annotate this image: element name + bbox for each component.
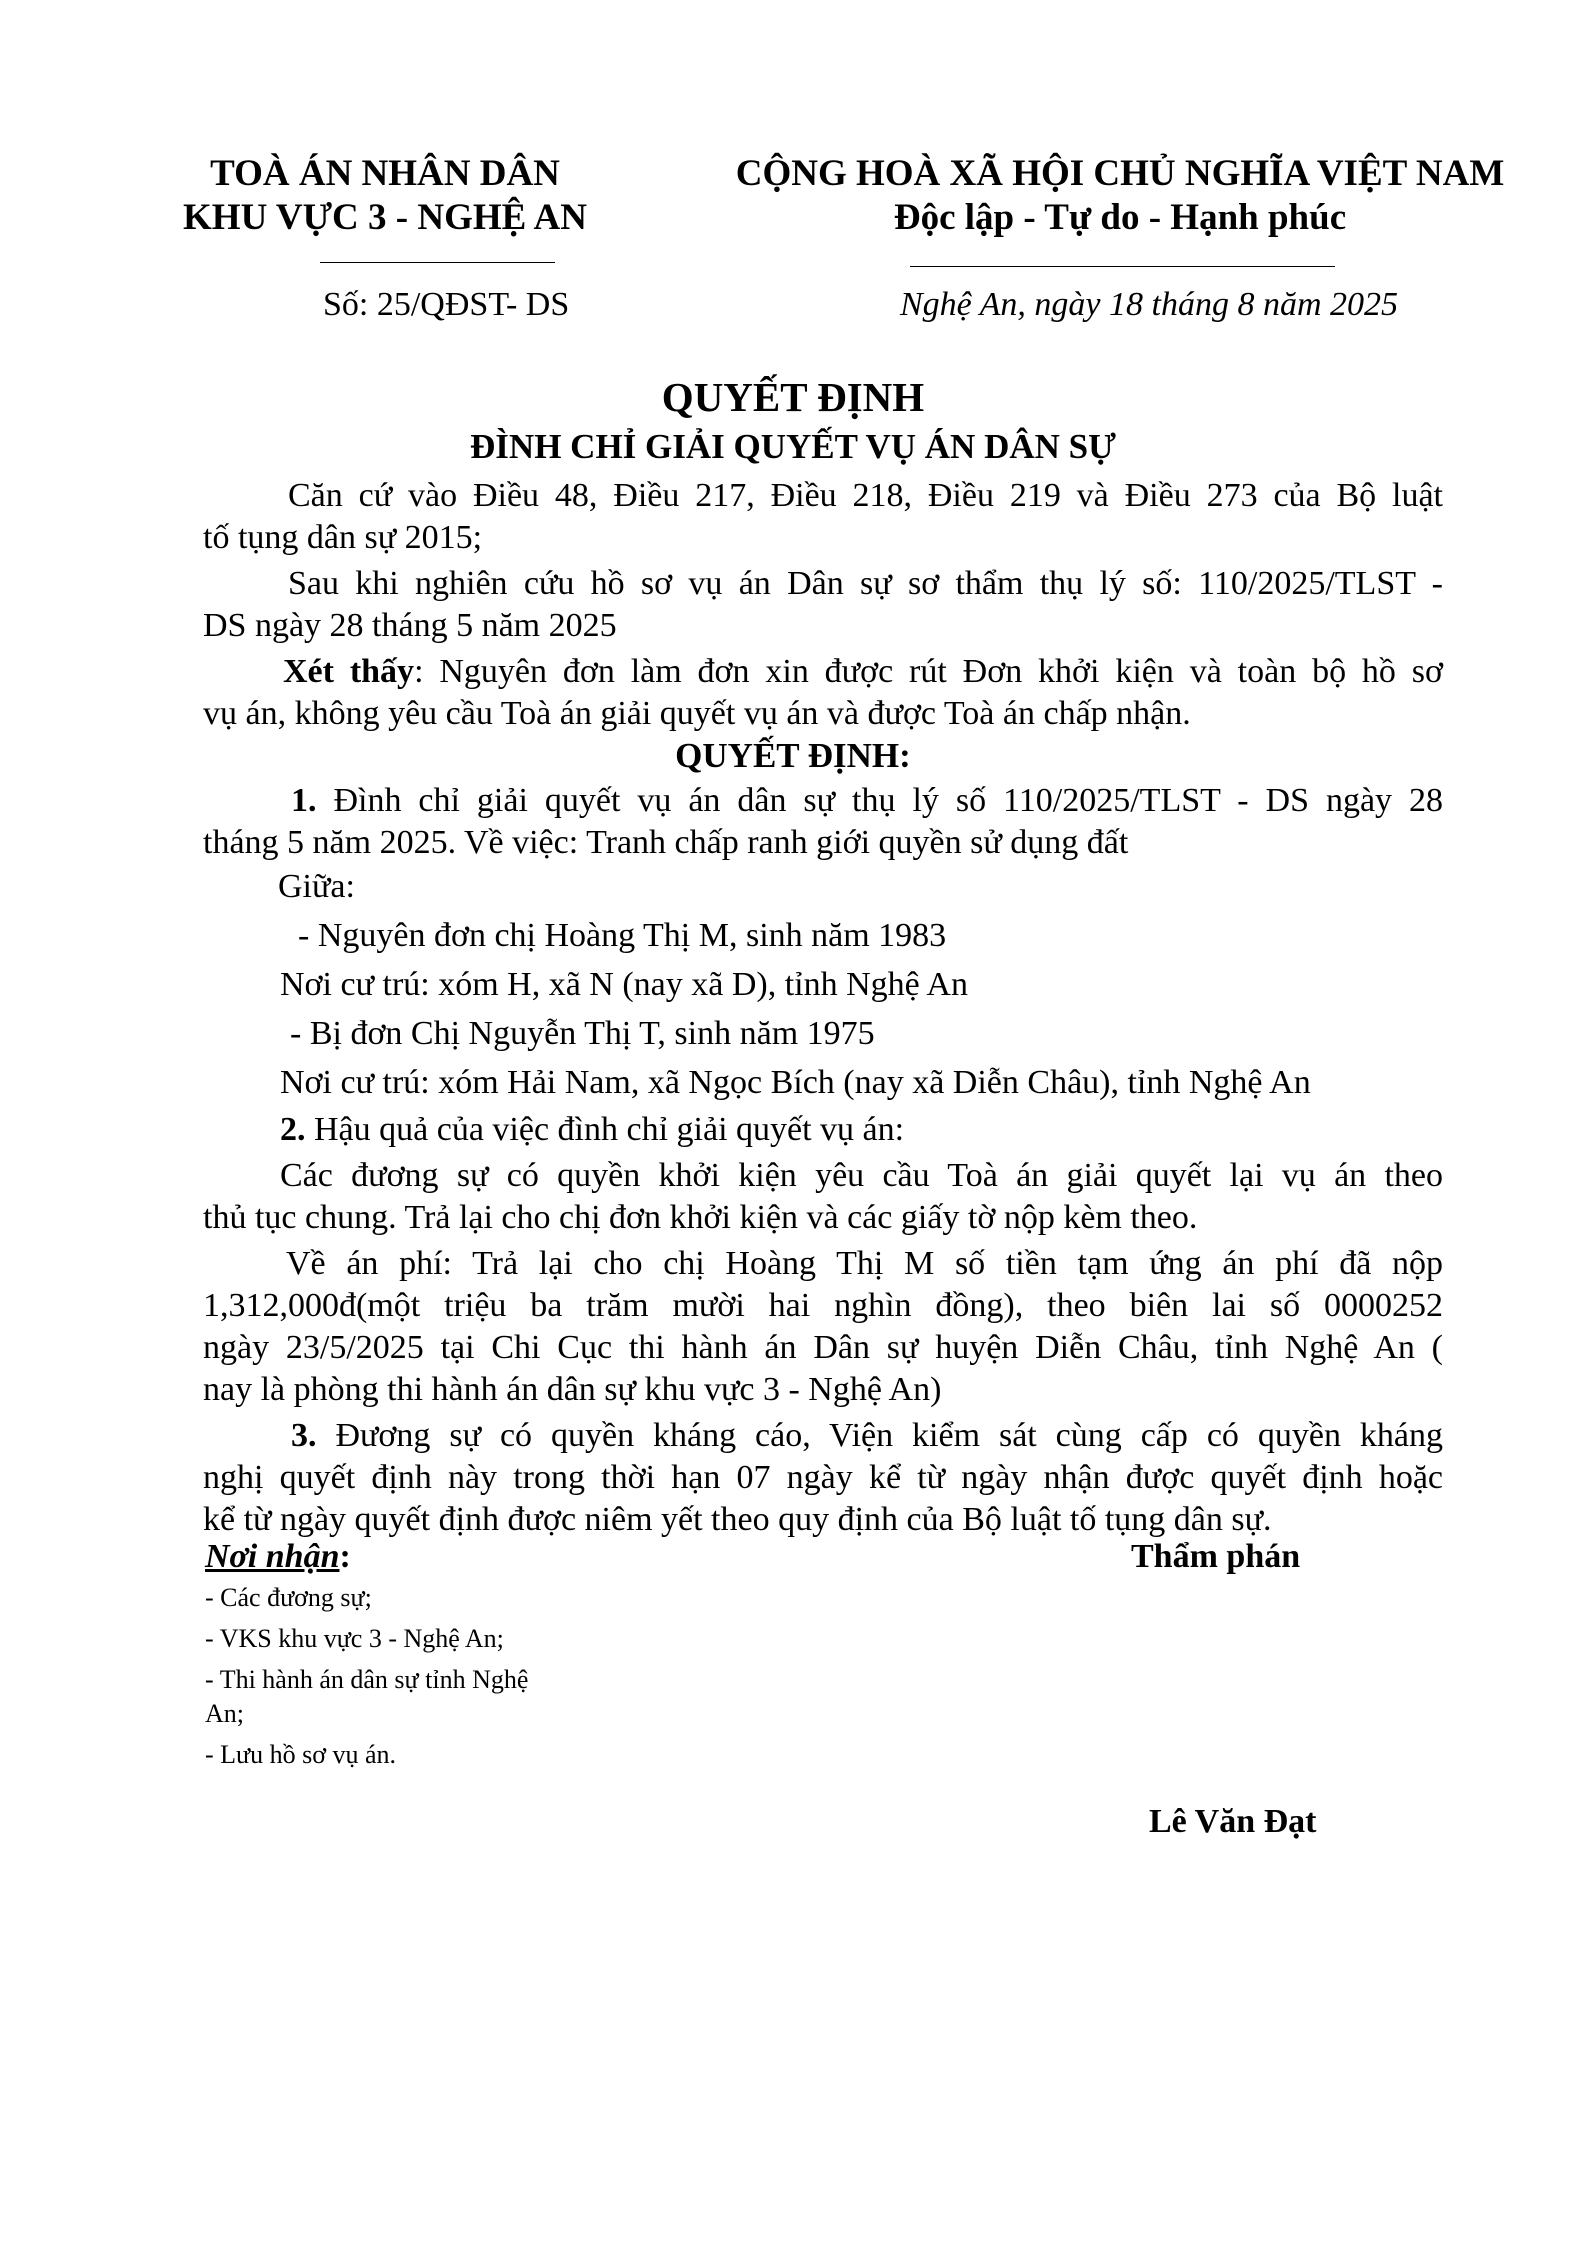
item3-number: 3. xyxy=(291,1417,317,1454)
item3-text: Đương sự có quyền kháng cáo, Viện kiểm sát cùng cấp có quyền kháng xyxy=(316,1417,1443,1454)
court-fee-line2: 1,312,000đ(một triệu ba trăm mười hai nghìn đồng), theo biên lai số 0000252 xyxy=(203,1287,1443,1324)
basis-law-line2: tố tụng dân sự 2015; xyxy=(203,519,483,556)
plaintiff-info: - Nguyên đơn chị Hoàng Thị M, sinh năm 1983 xyxy=(298,917,947,954)
item2-p1-line1: Các đương sự có quyền khởi kiện yêu cầu Toà án giải quyết lại vụ án theo xyxy=(280,1157,1443,1194)
item1-line2: tháng 5 năm 2025. Về việc: Tranh chấp ranh giới quyền sử dụng đất xyxy=(203,824,1129,861)
findings-line1 xyxy=(203,651,1443,693)
findings-line2: vụ án, không yêu cầu Toà án giải quyết vụ án và được Toà án chấp nhận. xyxy=(203,695,1191,732)
item3-line3: kể từ ngày quyết định được niêm yết theo quy định của Bộ luật tố tụng dân sự. xyxy=(203,1501,1272,1538)
plaintiff-address: Nơi cư trú: xóm H, xã N (nay xã D), tỉnh Nghệ An xyxy=(280,966,968,1003)
court-underline xyxy=(320,262,555,263)
court-fee-line4: nay là phòng thi hành án dân sự khu vực 3 - Nghệ An) xyxy=(203,1371,942,1408)
item1-number: 1. xyxy=(291,782,317,819)
nation-motto: Độc lập - Tự do - Hạnh phúc xyxy=(893,197,1347,238)
document-date: Nghệ An, ngày 18 tháng 8 năm 2025 xyxy=(900,286,1399,323)
basis-law-line1: Căn cứ vào Điều 48, Điều 217, Điều 218, Điều 219 và Điều 273 của Bộ luật xyxy=(288,477,1443,514)
judge-name: Lê Văn Đạt xyxy=(1149,1803,1317,1840)
document-title: QUYẾT ĐỊNH xyxy=(661,374,925,420)
findings-text: : Nguyên đơn làm đơn xin được rút Đơn khởi kiện và toàn bộ hồ sơ xyxy=(414,653,1443,690)
recipient-item: - Các đương sự; xyxy=(205,1583,372,1612)
document-number: Số: 25/QĐST- DS xyxy=(323,286,570,323)
basis-case-line1: Sau khi nghiên cứu hồ sơ vụ án Dân sự sơ thẩm thụ lý số: 110/2025/TLST - xyxy=(288,565,1443,602)
document-subtitle: ĐÌNH CHỈ GIẢI QUYẾT VỤ ÁN DÂN SỰ xyxy=(470,427,1116,466)
recipient-item: - Lưu hồ sơ vụ án. xyxy=(205,1740,397,1769)
court-name-line2: KHU VỰC 3 - NGHỆ AN xyxy=(183,197,587,238)
item2-heading xyxy=(203,1109,1520,1151)
nation-title: CỘNG HOÀ XÃ HỘI CHỦ NGHĨA VIỆT NAM xyxy=(735,153,1505,194)
recipient-item: - VKS khu vực 3 - Nghệ An; xyxy=(205,1624,504,1653)
item1-line1 xyxy=(203,780,1443,822)
recipients-label-text: Nơi nhận xyxy=(205,1538,340,1575)
item2-p1-line2: thủ tục chung. Trả lại cho chị đơn khởi kiện và các giấy tờ nộp kèm theo. xyxy=(203,1199,1198,1236)
court-fee-line1: Về án phí: Trả lại cho chị Hoàng Thị M số tiền tạm ứng án phí đã nộp xyxy=(286,1245,1443,1282)
findings-label: Xét thấy xyxy=(283,653,415,690)
court-fee-line3: ngày 23/5/2025 tại Chi Cục thi hành án Dân sự huyện Diễn Châu, tỉnh Nghệ An ( xyxy=(203,1329,1443,1366)
item3-line1 xyxy=(203,1415,1443,1457)
decision-heading: QUYẾT ĐỊNH: xyxy=(675,736,911,775)
court-name-line1: TOÀ ÁN NHÂN DÂN xyxy=(210,153,560,194)
item2-number: 2. xyxy=(280,1111,306,1148)
item1-between: Giữa: xyxy=(278,868,355,905)
item3-line2: nghị quyết định này trong thời hạn 07 ngày kể từ ngày nhận được quyết định hoặc xyxy=(203,1459,1443,1496)
recipients-label-colon: : xyxy=(339,1538,351,1575)
basis-case-line2: DS ngày 28 tháng 5 năm 2025 xyxy=(203,607,617,644)
defendant-address: Nơi cư trú: xóm Hải Nam, xã Ngọc Bích (nay xã Diễn Châu), tỉnh Nghệ An xyxy=(280,1064,1311,1101)
recipient-item: - Thi hành án dân sự tỉnh Nghệ xyxy=(205,1665,529,1694)
item1-text: Đình chỉ giải quyết vụ án dân sự thụ lý số 110/2025/TLST - DS ngày 28 xyxy=(316,782,1443,819)
recipients-label xyxy=(205,1538,351,1576)
item2-heading-text: Hậu quả của việc đình chỉ giải quyết vụ án: xyxy=(305,1111,905,1148)
defendant-info: - Bị đơn Chị Nguyễn Thị T, sinh năm 1975 xyxy=(290,1015,875,1052)
recipient-item: An; xyxy=(205,1699,244,1728)
motto-underline xyxy=(910,266,1335,267)
judge-title: Thẩm phán xyxy=(1131,1538,1301,1575)
